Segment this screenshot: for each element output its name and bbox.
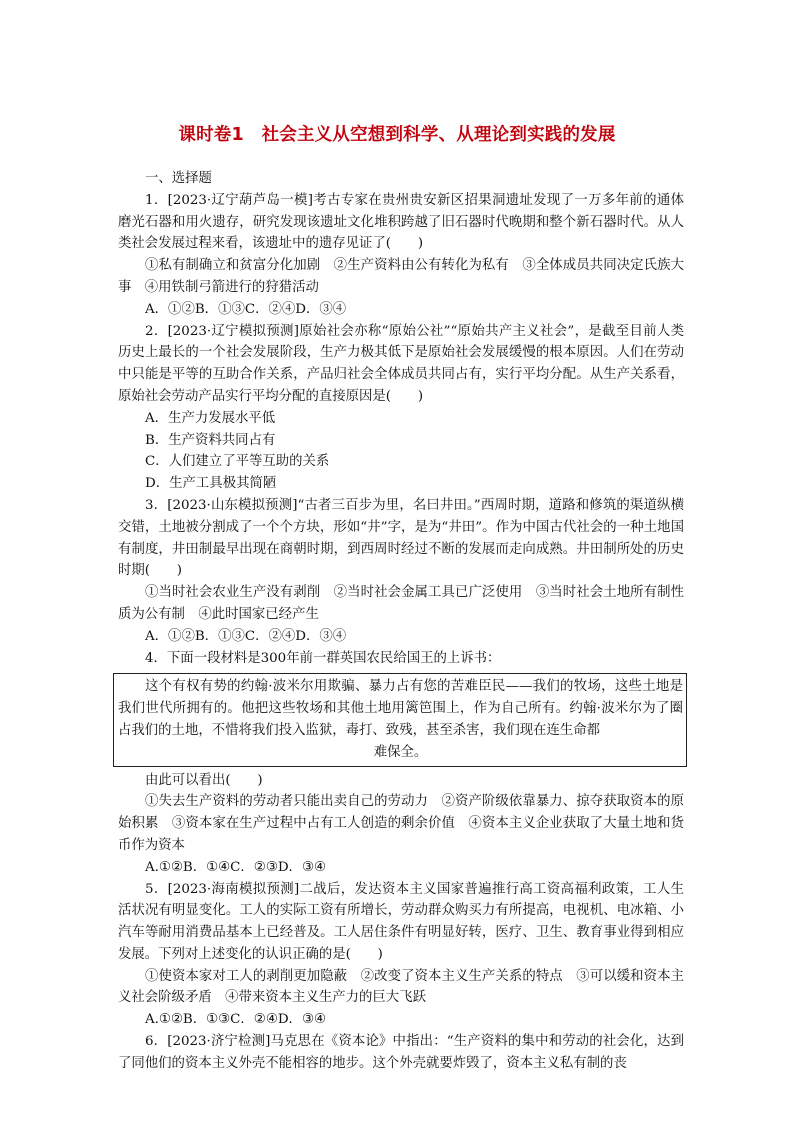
question-4-items: ①失去生产资料的劳动者只能出卖自己的劳动力 ②资产阶级依靠暴力、掠夺获取资本的原始积累 ③资本家在生产过程中占有工人创造的剩余价值 ④资本主义企业获取了大量土地和货币作为资本	[118, 794, 684, 853]
question-3-options: A．①②B．①③C．②④D．③④	[145, 628, 347, 644]
question-5-options: A.①②B．①③C．②④D．③④	[145, 1012, 326, 1028]
page-title: 课时卷1 社会主义从空想到科学、从理论到实践的发展	[178, 125, 616, 145]
question-4-options: A.①②B．①④C．②③D．③④	[145, 859, 326, 875]
section-heading: 一、选择题	[145, 171, 212, 186]
question-4-material-box	[113, 673, 687, 766]
question-5-stem: 5．[2023·海南模拟预测]二战后，发达资本主义国家普遍推行高工资高福利政策，工人生活状况有明显变化。工人的实际工资有所增长，劳动群众购买力有所提高，电视机、电冰箱、小汽车等耐用消费品基本上已经普及。工人居住条件有明显好转，医疗、卫生、教育事业得到相应发展。下列对上述变化的认识正确的是( )	[118, 881, 684, 962]
question-1-stem: 1．[2023·辽宁葫芦岛一模]考古专家在贵州贵安新区招果洞遗址发现了一万多年前的通体磨光石器和用火遗存，研究发现该遗址文化堆积跨越了旧石器时代晚期和整个新石器时代。从人类社会发展过程来看，该遗址中的遗存见证了( )	[118, 192, 684, 252]
question-1-options: A．①②B．①③C．②④D．③④	[145, 301, 347, 317]
question-2-option-c: C．人们建立了平等互助的关系	[145, 454, 330, 470]
question-2-option-d: D．生产工具极其简陋	[145, 476, 277, 492]
question-6-stem: 6．[2023·济宁检测]马克思在《资本论》中指出：“生产资料的集中和劳动的社会化，达到了同他们的资本主义外壳不能相容的地步。这个外壳就要炸毁了，资本主义私有制的丧	[118, 1034, 684, 1071]
question-5-items: ①使资本家对工人的剥削更加隐蔽 ②改变了资本主义生产关系的特点 ③可以缓和资本主义社会阶级矛盾 ④带来资本主义生产力的巨大飞跃	[118, 968, 684, 1006]
question-4-material-end: 难保全。	[373, 744, 428, 760]
question-3-items: ①当时社会农业生产没有剥削 ②当时社会金属工具已广泛使用 ③当时社会土地所有制性质为公有制 ④此时国家已经产生	[118, 585, 684, 622]
question-3-stem: 3．[2023·山东模拟预测]“古者三百步为里，名曰井田。”西周时期，道路和修筑的渠道纵横交错，土地被分割成了一个个方块，形如“井”字，是为“井田”。作为中国古代社会的一种土地国有制度，井田制最早出现在商朝时期，到西周时经过不断的发展而走向成熟。井田制所处的历史时期( )	[118, 497, 684, 579]
question-2-option-a: A．生产力发展水平低	[145, 410, 276, 426]
question-4-intro: 4．下面一段材料是300年前一群英国农民给国王的上诉书：	[145, 650, 501, 666]
question-list	[118, 168, 684, 1075]
question-2-option-b: B．生产资料共同占有	[145, 432, 276, 448]
question-2-stem: 2．[2023·辽宁模拟预测]原始社会亦称“原始公社”“原始共产主义社会”，是截至目前人类历史上最长的一个社会发展阶段，生产力极其低下是原始社会发展缓慢的根本原因。人们在劳动中只能是平等的互助合作关系，产品归社会全体成员共同占有，实行平均分配。从生产关系看，原始社会劳动产品实行平均分配的直接原因是( )	[118, 323, 684, 404]
question-4-stem: 由此可以看出( )	[145, 772, 263, 788]
question-1-items: ①私有制确立和贫富分化加剧 ②生产资料由公有转化为私有 ③全体成员共同决定氏族大事 ④用铁制弓箭进行的狩猎活动	[118, 258, 684, 295]
question-4-material: 这个有权有势的约翰·波米尔用欺骗、暴力占有您的苦难臣民——我们的牧场，这些土地是我们世代所拥有的。他把这些牧场和其他土地用篱笆围上，作为自己所有。约翰·波米尔为了圈占我们的土地，不惜将我们投入监狱，毒打、致残，甚至杀害，我们现在连生命都	[118, 679, 683, 738]
